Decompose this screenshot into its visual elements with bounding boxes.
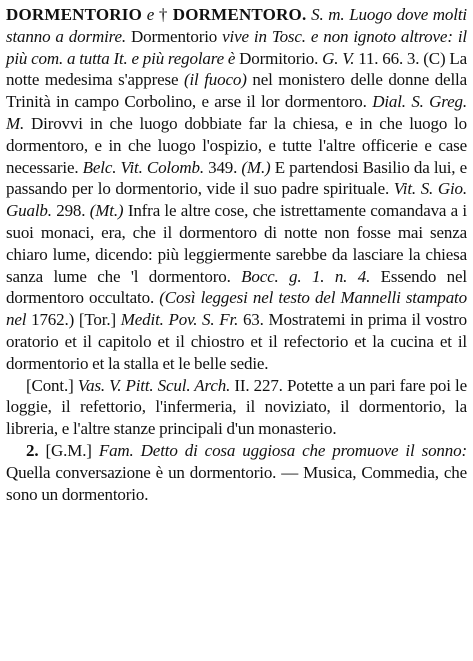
dictionary-entry	[6, 4, 467, 505]
definition-text: Fam. Detto di cosa uggiosa che promuove il sonno:	[98, 440, 467, 460]
citation-reference: 11. 66. 3.	[358, 48, 420, 68]
quotation-gloss: (il fuoco)	[183, 70, 247, 90]
citation-reference: 63.	[242, 310, 264, 330]
headword-conjunction: e	[146, 5, 155, 24]
citation-source: G. V.	[322, 48, 355, 68]
quotation-text: Essendo nel dormentoro occultato.	[6, 266, 467, 308]
entry-continuation	[6, 375, 467, 440]
quotation-text: Infra le altre cose, che istrettamente comandava a i suoi monaci, era, che il dormentoro di notte non fosse mai senza chiaro lume, dicendo: più leggiermente sarebbe da lasciare la chiesa sanza lume che 'l dormentoro.	[6, 201, 467, 286]
sense-number: 2.	[26, 440, 39, 460]
citation-tag: [Tor.]	[78, 310, 116, 330]
citation-reference: 227.	[253, 375, 283, 395]
quotation-text: Mostratemi in prima il vostro oratorio et il capitolo et il chiostro et il refectorio et la cucina et il dormentorio et la stalla et le belle sedie.	[6, 310, 467, 373]
citation-source: Bocc. g. 1. n. 4.	[241, 266, 371, 286]
entry-sense-1	[6, 4, 467, 375]
citation-source: Vas. V. Pitt. Scul. Arch.	[77, 375, 231, 395]
citation-tag: [Cont.]	[26, 375, 74, 395]
quotation-text: E partendosi Basilio da lui, e passando per lo dormentorio, vide il suo padre spirituale.	[6, 157, 467, 199]
quotation-text: nel monistero delle donne della Trinità in campo Corbolino, e arse il lor dormentoro.	[6, 70, 467, 112]
editorial-note: (Così leggesi nel testo del Mannelli stampato nel	[6, 288, 467, 330]
entry-sense-2	[6, 440, 467, 505]
citation-source: Belc. Vit. Colomb.	[82, 157, 204, 177]
citation-volume: II.	[234, 375, 250, 395]
definition-text: Luogo dove molti stanno a dormire.	[6, 5, 467, 46]
headword: DORMENTORIO	[6, 5, 143, 24]
quotation-text: Dirovvi in che luogo dobbiate far la chiesa, e in che luogo lo dormentoro, e in che luogo l'ospizio, e tutte l'altre officerie e case necessarie.	[6, 113, 467, 177]
example-text: Quella conversazione è un dormentorio. — Musica, Commedia, che sono un dormentorio.	[6, 462, 467, 504]
grammar-label: S. m.	[311, 5, 345, 24]
citation-reference: 349.	[208, 157, 238, 177]
citation-tag: (M.)	[241, 157, 271, 177]
quotation-text: Potette a un pari fare poi le loggie, il refettorio, l'infermeria, il noviziato, il dormentorio, la libreria, e l'altre stanze principali d'un monasterio.	[6, 375, 467, 439]
headword-variant: DORMENTORO.	[172, 5, 307, 24]
usage-note: vive in Tosc. e non ignoto altrove: il più com. a tutta It. e più regolare è	[6, 26, 467, 68]
dagger-mark: †	[158, 5, 169, 24]
citation-tag: (C)	[423, 48, 446, 68]
variant-form: Dormentorio	[130, 26, 218, 46]
editorial-note-year: 1762.)	[31, 310, 75, 330]
citation-tag: [G.M.]	[45, 440, 92, 460]
citation-tag: (Mt.)	[89, 201, 124, 221]
standard-form: Dormitorio.	[239, 48, 319, 68]
citation-reference: 298.	[56, 201, 86, 221]
quotation-text: La notte medesima s'apprese	[6, 48, 467, 90]
citation-source: Medit. Pov. S. Fr.	[120, 310, 239, 330]
citation-source: Vit. S. Gio. Gualb.	[6, 179, 467, 221]
citation-source: Dial. S. Greg. M.	[6, 92, 467, 133]
